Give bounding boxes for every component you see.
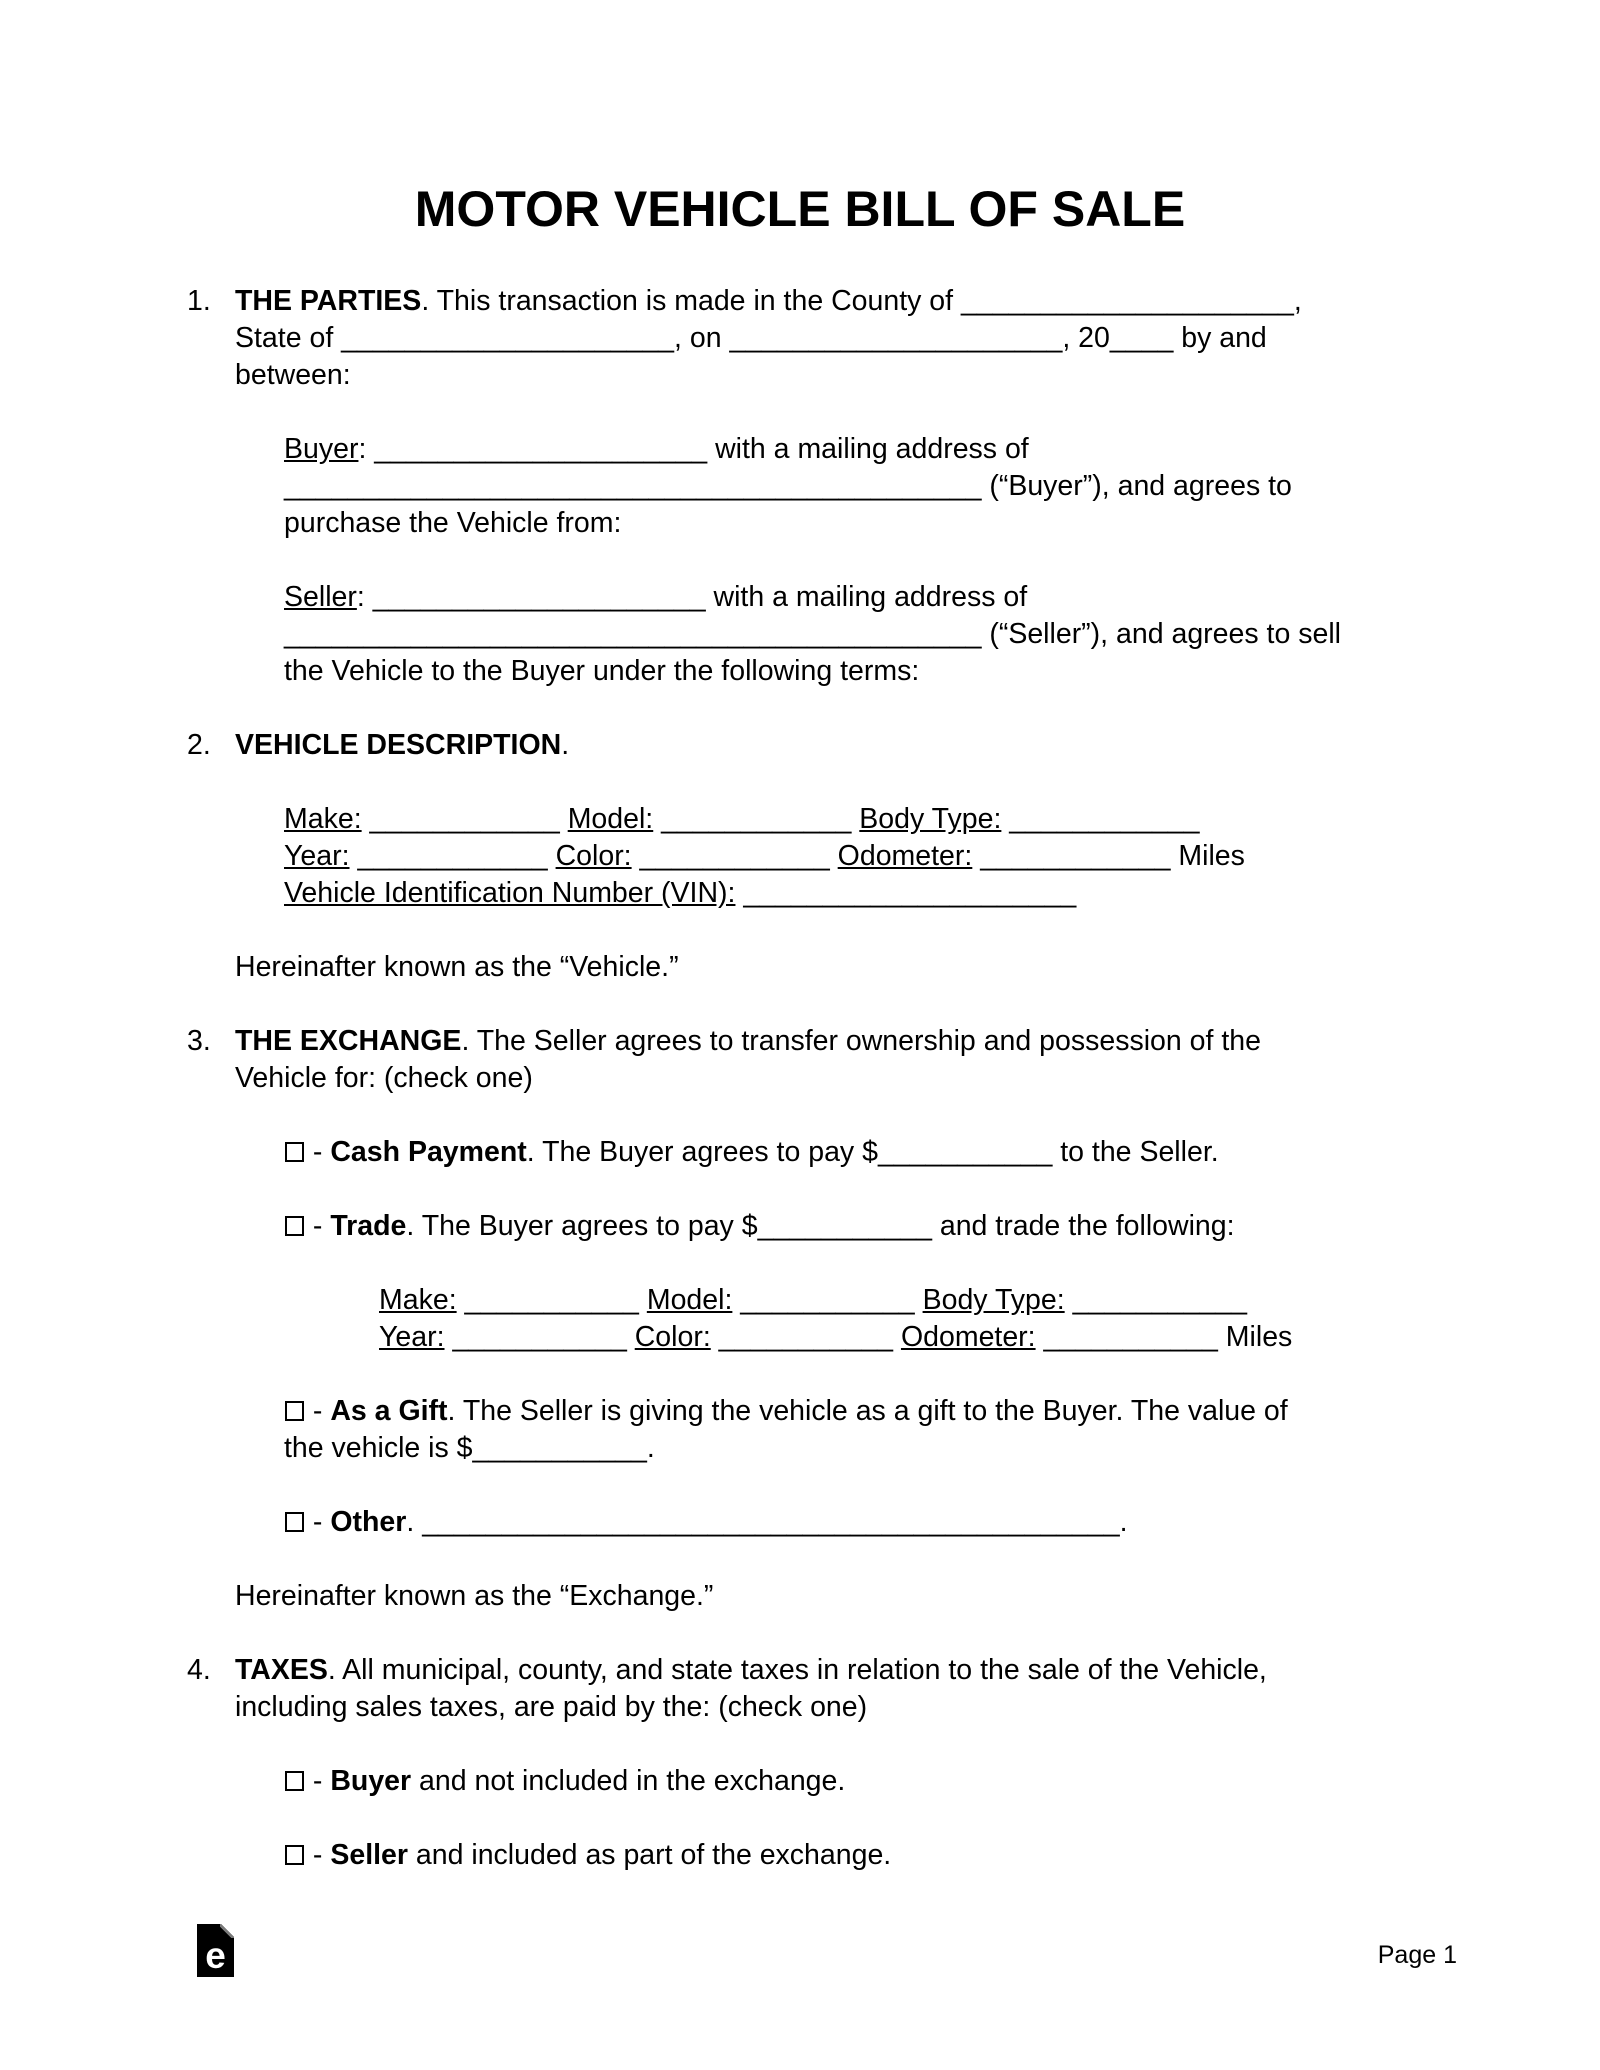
text-segment: to the Seller. (1052, 1136, 1219, 1168)
text-segment (1036, 1321, 1044, 1353)
text-segment: . (561, 729, 570, 761)
text-line (284, 653, 1497, 690)
text-segment (457, 1284, 465, 1316)
bold-label: Cash Payment (330, 1136, 527, 1168)
paragraph (284, 1837, 1497, 1874)
underlined-label: Body Type: (859, 803, 1002, 835)
text-line (235, 1023, 1497, 1060)
text-line (284, 505, 1497, 542)
text-line (284, 1837, 1497, 1874)
paragraph (284, 431, 1497, 542)
underlined-label: Model: (646, 1284, 733, 1316)
underlined-label: Year: (379, 1321, 445, 1353)
bold-label: As a Gift (330, 1395, 448, 1427)
paragraph (284, 1763, 1497, 1800)
paragraph (235, 1023, 1497, 1097)
text-segment: (“Seller”), and agrees to sell (981, 618, 1341, 650)
section-number: 3. (187, 1025, 211, 1057)
doc-content (187, 283, 1497, 1911)
checkbox-as-a-gift-icon[interactable] (285, 1401, 304, 1421)
text-segment: - (305, 1506, 331, 1538)
text-line (379, 1319, 1497, 1356)
blank-field[interactable]: ___________ (452, 1321, 627, 1353)
text-segment: and not included in the exchange. (411, 1765, 846, 1797)
text-line (284, 838, 1497, 875)
text-line (284, 801, 1497, 838)
text-segment: - (305, 1210, 331, 1242)
blank-field[interactable]: ___________ (472, 1432, 647, 1464)
paragraph (284, 579, 1497, 690)
text-segment: . This transaction is made in the County of (421, 285, 961, 317)
bold-label: THE EXCHANGE (235, 1025, 462, 1057)
blank-field[interactable]: ___________ (757, 1210, 932, 1242)
section-vehicle-description (187, 727, 1497, 986)
checkbox-cash-payment-icon[interactable] (285, 1142, 304, 1162)
underlined-label: Body Type: (922, 1284, 1065, 1316)
blank-field[interactable]: ____________ (369, 803, 560, 835)
blank-field[interactable]: ____ (1109, 322, 1174, 354)
blank-field[interactable]: ____________________________________________ (284, 618, 982, 650)
blank-field[interactable]: _____________________ (961, 285, 1294, 317)
text-segment (893, 1321, 901, 1353)
text-segment: between: (235, 359, 351, 391)
blank-field[interactable]: ____________________________________________ (422, 1506, 1120, 1538)
text-segment: with a mailing address of (707, 433, 1029, 465)
paragraph (379, 1282, 1497, 1356)
text-line (284, 468, 1497, 505)
text-segment (711, 1321, 719, 1353)
underlined-label: Make: (284, 803, 362, 835)
bold-label: Buyer (330, 1765, 412, 1797)
bold-label: VEHICLE DESCRIPTION (235, 729, 562, 761)
text-segment: and included as part of the exchange. (407, 1839, 892, 1871)
text-segment (560, 803, 568, 835)
blank-field[interactable]: ___________ (1072, 1284, 1247, 1316)
checkbox-other-icon[interactable] (285, 1512, 304, 1532)
text-segment: (“Buyer”), and agrees to (981, 470, 1292, 502)
underlined-label: Make: (379, 1284, 457, 1316)
bold-label: Trade (330, 1210, 407, 1242)
text-line (284, 579, 1497, 616)
text-segment: . The Buyer agrees to pay $ (406, 1210, 758, 1242)
paragraph (284, 801, 1497, 912)
text-line (235, 320, 1497, 357)
blank-field[interactable]: _____________________ (341, 322, 675, 354)
text-segment: . (1119, 1506, 1128, 1538)
section-the-exchange (187, 1023, 1497, 1615)
text-segment: : (356, 581, 373, 613)
section-number: 4. (187, 1654, 211, 1686)
paragraph (284, 1504, 1497, 1541)
blank-field[interactable]: ____________ (980, 840, 1171, 872)
bold-label: Seller (330, 1839, 408, 1871)
underlined-label: Seller (284, 581, 357, 613)
underlined-label: Buyer (284, 433, 359, 465)
checkbox-taxes-seller-icon[interactable] (285, 1845, 304, 1865)
text-line (284, 1208, 1497, 1245)
underlined-label: Model: (567, 803, 654, 835)
underlined-label: Vehicle Identification Number (VIN): (284, 877, 736, 909)
page-number: Page 1 (1377, 1941, 1457, 1969)
blank-field[interactable]: ___________ (718, 1321, 894, 1353)
paragraph (235, 1578, 1497, 1615)
text-segment: with a mailing address of (705, 581, 1028, 613)
text-line (284, 1393, 1497, 1430)
text-segment (627, 1321, 635, 1353)
text-line (284, 616, 1497, 653)
text-segment: purchase the Vehicle from: (284, 507, 622, 539)
text-segment: . The Seller agrees to transfer ownership and possession of the (461, 1025, 1261, 1057)
checkbox-taxes-buyer-icon[interactable] (285, 1771, 304, 1791)
underlined-label: Odometer: (837, 840, 973, 872)
section-number: 1. (187, 285, 211, 317)
text-line (284, 431, 1497, 468)
logo-letter: e (205, 1935, 226, 1976)
text-line (284, 875, 1497, 912)
text-segment: . (646, 1432, 655, 1464)
blank-field[interactable]: ___________ (1043, 1321, 1218, 1353)
paragraph (284, 1134, 1497, 1171)
text-segment: Hereinafter known as the “Exchange.” (235, 1580, 714, 1612)
text-segment: Hereinafter known as the “Vehicle.” (235, 951, 679, 983)
blank-field[interactable]: _____________________ (743, 877, 1077, 909)
text-segment (653, 803, 661, 835)
section-the-parties (187, 283, 1497, 690)
text-segment (639, 1284, 647, 1316)
eforms-logo (197, 1924, 234, 1977)
text-segment: by and (1173, 322, 1267, 354)
blank-field[interactable]: _____________________ (729, 322, 1063, 354)
text-segment: . All municipal, county, and state taxes in relation to the sale of the Vehicle, (327, 1654, 1267, 1686)
underlined-label: Odometer: (900, 1321, 1036, 1353)
text-segment: - (305, 1136, 331, 1168)
blank-field[interactable]: ___________ (740, 1284, 915, 1316)
blank-field[interactable]: ____________________________________________ (284, 470, 982, 502)
text-line (235, 283, 1497, 320)
bold-label: Other (330, 1506, 407, 1538)
text-segment: : (358, 433, 375, 465)
text-line (235, 1578, 1497, 1615)
text-line (235, 949, 1497, 986)
blank-field[interactable]: _____________________ (374, 433, 708, 465)
text-segment: State of (235, 322, 342, 354)
text-segment (362, 803, 370, 835)
text-segment (1065, 1284, 1073, 1316)
text-line (379, 1282, 1497, 1319)
text-segment: Miles (1217, 1321, 1293, 1353)
underlined-label: Color: (555, 840, 632, 872)
text-segment: Vehicle for: (check one) (235, 1062, 533, 1094)
text-segment: the Vehicle to the Buyer under the following terms: (284, 655, 920, 687)
text-segment: , (1293, 285, 1302, 317)
text-line (235, 1060, 1497, 1097)
blank-field[interactable]: _____________________ (372, 581, 706, 613)
blank-field[interactable]: ___________ (464, 1284, 639, 1316)
text-segment: - (305, 1395, 331, 1427)
text-segment: Miles (1170, 840, 1245, 872)
paragraph (235, 283, 1497, 394)
text-segment (915, 1284, 923, 1316)
text-segment: - (305, 1765, 331, 1797)
text-segment: . (406, 1506, 423, 1538)
blank-field[interactable]: ____________ (1009, 803, 1200, 835)
text-segment: including sales taxes, are paid by the: (check one) (235, 1691, 868, 1723)
paragraph (235, 949, 1497, 986)
text-segment: . The Seller is giving the vehicle as a gift to the Buyer. The value of (447, 1395, 1288, 1427)
section-number: 2. (187, 729, 211, 761)
text-segment: , 20 (1062, 322, 1110, 354)
text-line (235, 1689, 1497, 1726)
paragraph (284, 1208, 1497, 1245)
section-taxes (187, 1652, 1497, 1874)
blank-field[interactable]: ____________ (639, 840, 830, 872)
blank-field[interactable]: ____________ (357, 840, 548, 872)
text-segment: the vehicle is $ (284, 1432, 473, 1464)
text-segment: - (305, 1839, 331, 1871)
bold-label: THE PARTIES (235, 285, 422, 317)
text-segment (632, 840, 640, 872)
text-line (235, 727, 1497, 764)
text-line (235, 1652, 1497, 1689)
blank-field[interactable]: ___________ (877, 1136, 1053, 1168)
text-segment: . The Buyer agrees to pay $ (526, 1136, 878, 1168)
paragraph (235, 1652, 1497, 1726)
paragraph (284, 1393, 1497, 1467)
paragraph (235, 727, 1497, 764)
checkbox-trade-icon[interactable] (285, 1216, 304, 1236)
text-segment (548, 840, 556, 872)
text-line (284, 1134, 1497, 1171)
blank-field[interactable]: ____________ (661, 803, 852, 835)
text-line (284, 1430, 1497, 1467)
bold-label: TAXES (235, 1654, 328, 1686)
text-line (235, 357, 1497, 394)
text-segment: and trade the following: (931, 1210, 1235, 1242)
underlined-label: Color: (634, 1321, 711, 1353)
document-title: MOTOR VEHICLE BILL OF SALE (414, 181, 1186, 237)
text-line (284, 1763, 1497, 1800)
text-segment: , on (674, 322, 730, 354)
text-line (284, 1504, 1497, 1541)
underlined-label: Year: (284, 840, 350, 872)
text-segment (830, 840, 838, 872)
